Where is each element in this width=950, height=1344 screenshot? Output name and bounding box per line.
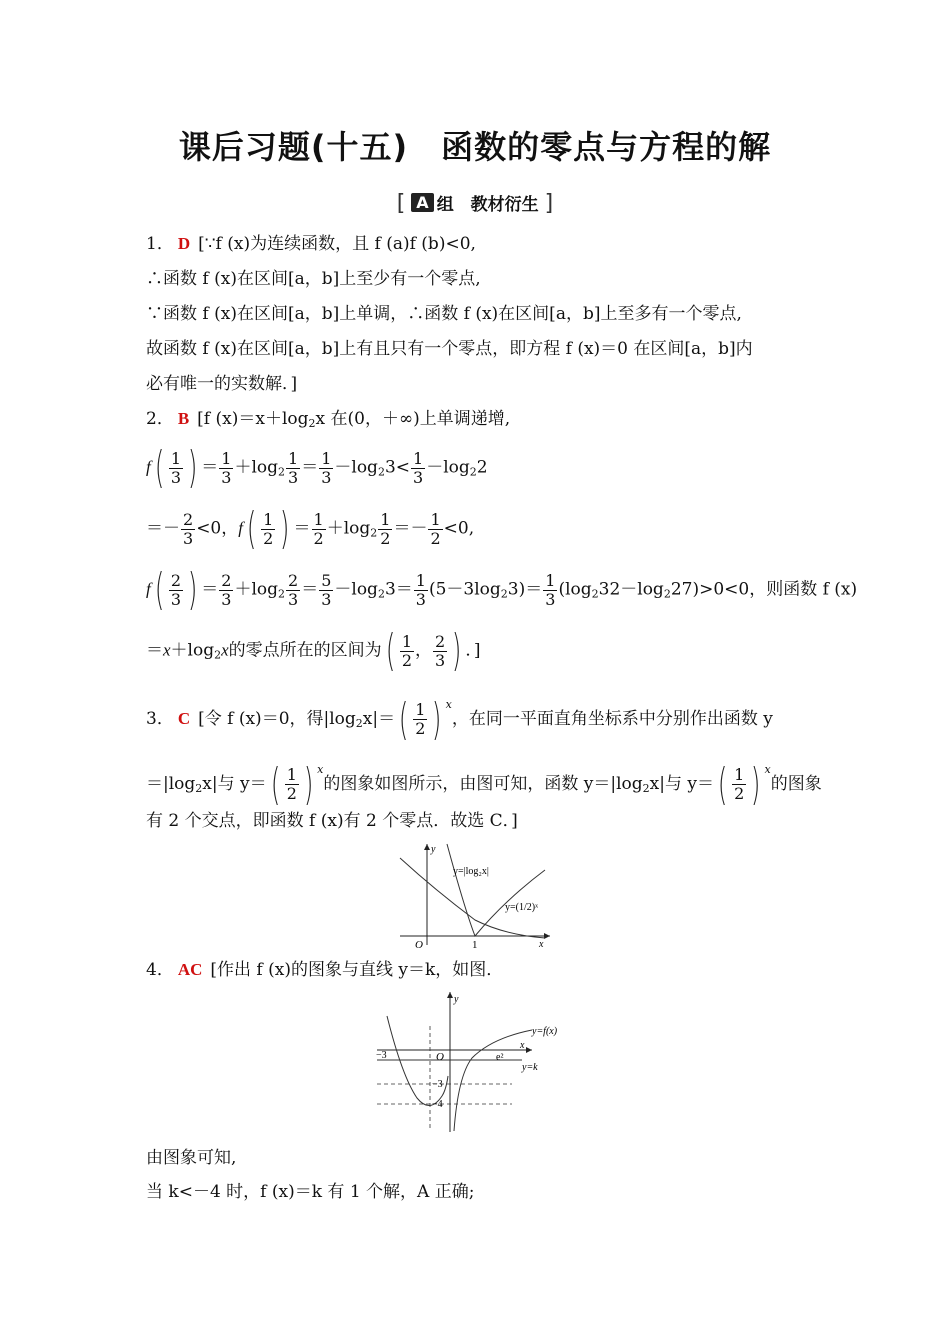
q1-line-4: 故函数 f (x)在区间[a，b]上有且只有一个零点，即方程 f (x)＝0 在区间[a，b]内 — [146, 339, 753, 359]
fig2-yk-label: y=k — [522, 1062, 538, 1073]
fig1-y-label: y — [431, 844, 436, 855]
fig2-y-label: y — [454, 994, 459, 1005]
curve-abs-log — [447, 844, 545, 936]
group-heading: [ A 组 教材衍生 ] — [396, 191, 554, 216]
q3-line-1: 3． C [令 f (x)＝0，得$|\log_2x|=$( $\frac{1}{2}$ ) $^x$，在同一平面直角坐标系中分别作出函数 y — [146, 693, 773, 745]
q1-line-1: 1． D [∵f (x)为连续函数，且 f (a)f (b)<0, — [146, 234, 476, 254]
q3-line-3: 有 2 个交点，即函数 f (x)有 2 个零点．故选 C．] — [146, 811, 518, 831]
group-label: 组 教材衍生 — [436, 195, 539, 215]
q4-after-1: 由图象可知, — [146, 1148, 237, 1168]
figure-log-exp — [395, 840, 555, 954]
fig2-x-label: x — [520, 1040, 525, 1051]
fig2-m4-label: −4 — [432, 1099, 443, 1110]
figure-fx-and-k — [372, 986, 582, 1140]
fig1-one-label: 1 — [472, 939, 478, 950]
group-letter: A — [411, 193, 433, 212]
q2-line-4: f( $\frac{2}{3}$ ) ＝ $\frac{2}{3}$ $+\log_2$ $\frac{2}{3}$ ＝ $\frac{5}{3}$ $-\log_23=$ $\frac{1}{3}$ $(5-3\log_23)=$ $\frac{1}{3}$ $(\log_232-\log_227)>0<0$，则函数 f (x) — [146, 564, 858, 615]
fig1-curve1-label: y=|log₂x| — [453, 866, 489, 877]
q2-line-3: ＝－ $\frac{2}{3}$ <0，f( $\frac{1}{2}$ ) ＝ $\frac{1}{2}$ $+\log_2$ $\frac{1}{2}$ ＝－ $\frac{1}{2}$ <0, — [146, 503, 475, 554]
q1-line-5: 必有唯一的实数解．] — [146, 374, 298, 394]
q4-line-1: 4． AC [作出 f (x)的图象与直线 y＝k，如图． — [146, 960, 504, 980]
q1-answer: D — [177, 234, 191, 253]
q3-line-2: $=|\log_2x|$与 y＝( $\frac{1}{2}$ ) $^x$的图象如图所示，由图可知，函数 $y=|\log_2x|$与 y＝( $\frac{1}{2}$ ) $^x$的图象 — [146, 758, 822, 810]
q1-line-2: ∴函数 f (x)在区间[a，b]上至少有一个零点, — [146, 269, 481, 289]
fig2-origin-label: O — [436, 1051, 444, 1063]
q1-line-3: ∵函数 f (x)在区间[a，b]上单调，∴函数 f (x)在区间[a，b]上至多有一个零点, — [146, 304, 742, 324]
fig2-m3-label: −3 — [432, 1079, 443, 1090]
fig1-curve2-label: y=(1/2)ˣ — [505, 902, 538, 913]
fig2-e2-label: e² — [496, 1052, 504, 1063]
fig1-origin-label: O — [415, 939, 423, 950]
fig2-yfx-label: y=f(x) — [532, 1026, 558, 1037]
q2-line-5: $=x+\log_2x$的零点所在的区间为( $\frac{1}{2}$ ， $\frac{2}{3}$ ) ．] — [146, 625, 481, 676]
q3-answer: C — [177, 709, 191, 728]
q2-answer: B — [177, 409, 190, 428]
q4-answer: AC — [177, 960, 203, 979]
q2-line-2: f( $\frac{1}{3}$ ) ＝ $\frac{1}{3}$ $+\log_2$ $\frac{1}{3}$ ＝ $\frac{1}{3}$ $-\log_23<$ $\frac{1}{3}$ $-\log_22$ — [146, 442, 488, 493]
fig2-neg3-label: −3 — [376, 1050, 387, 1061]
page-title: 课后习题(十五) 函数的零点与方程的解 — [178, 128, 772, 166]
fig1-x-label: x — [539, 939, 544, 950]
q4-after-2: 当 k<－4 时，f (x)＝k 有 1 个解，A 正确; — [146, 1182, 475, 1202]
q2-line-1: 2． B [f $(x)=x+\log_2x$ 在(0，＋∞)上单调递增, — [146, 409, 511, 430]
